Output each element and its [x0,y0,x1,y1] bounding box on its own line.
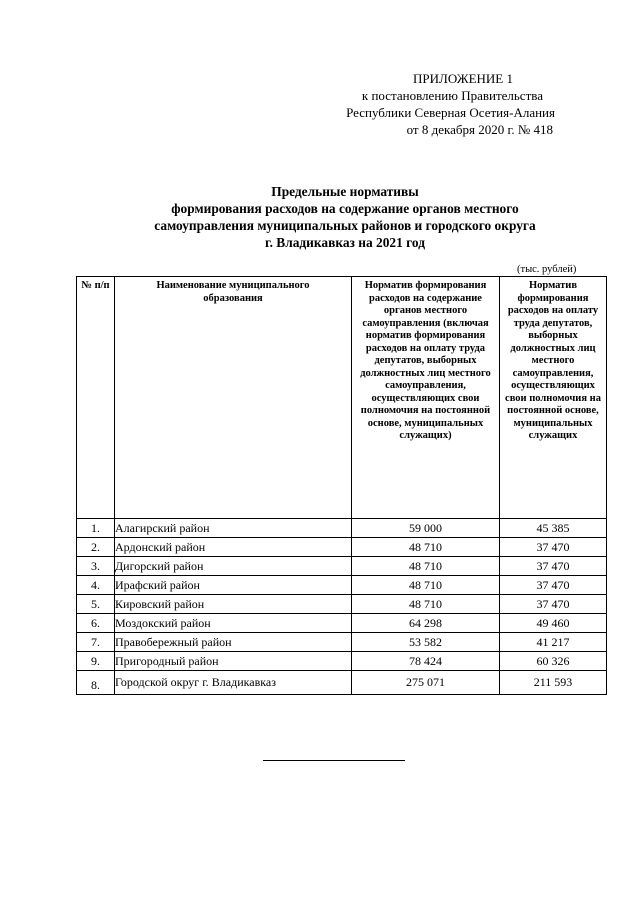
appendix-republic-line: Республики Северная Осетия-Алания [346,105,555,120]
table-row [77,519,607,538]
row-name: Правобережный район [115,633,352,652]
table-row [77,538,607,557]
table-row [77,557,607,576]
row-norm: 59 000 [352,519,500,538]
row-name: Пригородный район [115,652,352,671]
appendix-title: ПРИЛОЖЕНИЕ 1 [413,71,513,86]
title-line-3: самоуправления муниципальных районов и городского округа [154,218,536,233]
row-norm: 48 710 [352,538,500,557]
table-row [77,633,607,652]
table-header-row [77,277,607,519]
table-row [77,652,607,671]
row-num: 1. [77,519,115,538]
row-num: 2. [77,538,115,557]
header-norm: Норматив формирования расходов на содержание органов местного самоуправления (включая норматив формирования расходов на оплату труда депутатов, выборных должностных лиц местного самоуправления, осуществляющих свои полномочия на постоянной основе, муниципальных служащих) [352,277,500,519]
separator-line [263,760,405,761]
row-num: 7. [77,633,115,652]
appendix-block [300,70,555,138]
appendix-resolution-line: к постановлению Правительства [361,88,543,103]
row-pay: 49 460 [500,614,607,633]
header-num: № п/п [77,277,115,519]
document-title [80,183,610,251]
row-pay: 211 593 [500,671,607,695]
title-line-2: формирования расходов на содержание органов местного [171,201,519,216]
table-row [77,614,607,633]
title-line-1: Предельные нормативы [271,184,419,199]
units-label: (тыс. рублей) [517,264,577,275]
row-norm: 64 298 [352,614,500,633]
row-norm: 53 582 [352,633,500,652]
row-num: 6. [77,614,115,633]
row-name: Кировский район [115,595,352,614]
row-name: Ардонский район [115,538,352,557]
row-num: 4. [77,576,115,595]
table-row [77,671,607,695]
row-num: 3. [77,557,115,576]
appendix-date-line: от 8 декабря 2020 г. № 418 [406,122,553,137]
row-pay: 37 470 [500,557,607,576]
row-pay: 41 217 [500,633,607,652]
row-pay: 60 326 [500,652,607,671]
row-pay: 37 470 [500,538,607,557]
row-pay: 37 470 [500,576,607,595]
row-name: Ирафский район [115,576,352,595]
row-num: 5. [77,595,115,614]
row-norm: 275 071 [352,671,500,695]
row-norm: 78 424 [352,652,500,671]
norms-table [76,276,607,695]
row-norm: 48 710 [352,576,500,595]
header-pay: Норматив формирования расходов на оплату труда депутатов, выборных должностных лиц местного самоуправления, осуществляющих свои полномочия на постоянной основе, муниципальных служащих [500,277,607,519]
table-row [77,595,607,614]
title-line-4: г. Владикавказ на 2021 год [265,235,425,250]
table-row [77,576,607,595]
row-name: Городской округ г. Владикавказ [115,671,352,695]
row-norm: 48 710 [352,557,500,576]
row-num: 9. [77,652,115,671]
row-norm: 48 710 [352,595,500,614]
row-name: Дигорский район [115,557,352,576]
row-pay: 37 470 [500,595,607,614]
row-num: 8. [77,671,115,695]
row-name: Алагирский район [115,519,352,538]
header-name: Наименование муниципального образования [115,277,352,519]
row-name: Моздокский район [115,614,352,633]
row-pay: 45 385 [500,519,607,538]
